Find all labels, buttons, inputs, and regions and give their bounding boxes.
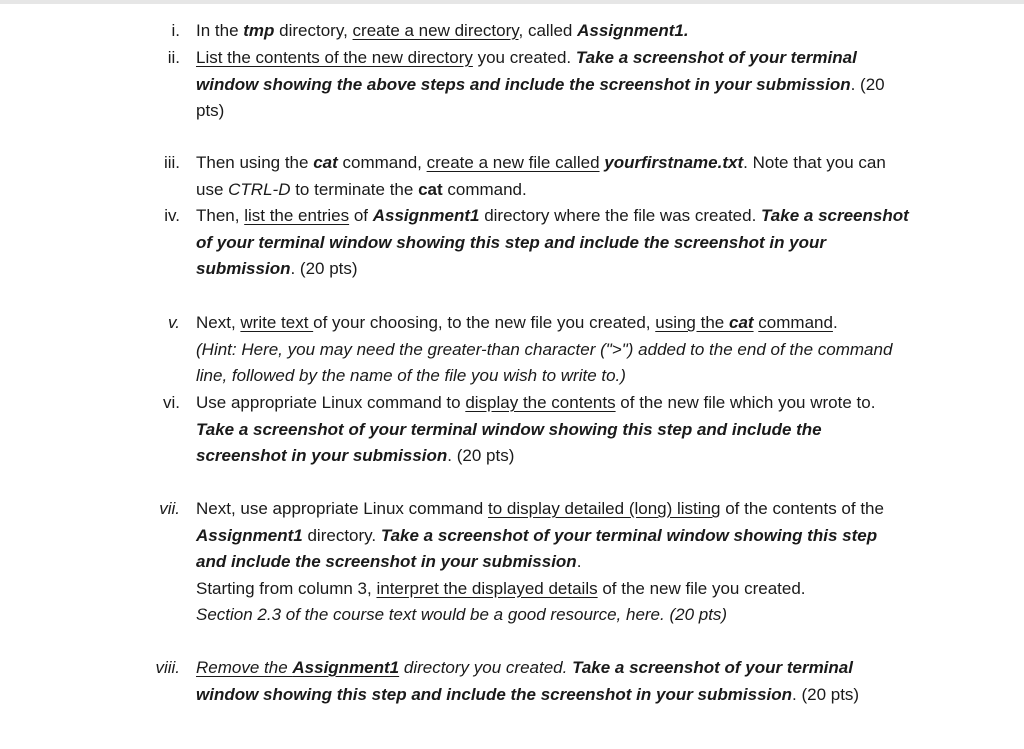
item-text [196,18,910,45]
list-item-vi [130,390,910,470]
text: Starting from column 3, [196,578,377,598]
list-item-vii [130,496,910,629]
item-text [196,390,910,470]
text: you created. [472,48,576,67]
item-number: iii. [163,153,180,172]
item-number: viii. [155,658,180,677]
text: Then, [196,206,245,225]
item-text [196,655,910,708]
file-name: yourfirstname.txt [604,153,744,172]
page-top-rule [0,0,1024,4]
text: directory, [274,21,353,40]
points-note: . (20 pts) [196,74,885,121]
underlined-phrase: display the contents [465,393,616,412]
underlined-phrase: create a new directory [352,21,519,40]
directory-name: Assignment1 [372,206,480,225]
underlined-phrase: command [758,313,833,332]
emphasis-instruction: Take a screenshot of your terminal window showing this step and include the screenshot in your submission [196,525,878,572]
text: of the new file you created. [597,578,806,598]
text: of the contents of the [720,499,884,518]
item-text [196,150,910,203]
resource-note: Section 2.3 of the course text would be a good resource, here. (20 pts) [196,605,728,625]
text: directory where the file was created. [479,206,762,225]
emphasis-instruction: Take a screenshot of your terminal window showing this step and include the screenshot in your submission [196,658,853,704]
text: Then using the [196,153,314,172]
item-number: ii. [167,48,180,67]
list-item-iii [130,150,910,203]
item-number: vii. [159,499,180,518]
text: . [576,552,582,572]
item-text [196,310,910,390]
list-item-viii [130,655,910,708]
tmp-term: tmp [243,21,275,40]
text: Use appropriate Linux command to [196,393,466,412]
ctrl-d-term: CTRL-D [228,179,291,199]
directory-name: Assignment1 [292,658,400,677]
text: Next, [196,313,241,332]
text: of your choosing, to the new file you created, [313,313,656,332]
text: . [832,313,838,332]
text: command. [442,179,527,199]
text: command, [337,153,427,172]
text: Next, use appropriate Linux command [196,499,488,518]
text: directory you created. [399,658,573,677]
underlined-phrase: using the [655,313,729,332]
item-text [196,496,910,629]
text: of the new file which you wrote to. [615,393,876,412]
points-note: . (20 pts) [447,446,515,466]
text: In the [196,21,244,40]
underlined-phrase: list the entries [244,206,350,225]
item-number: vi. [163,393,180,412]
underlined-phrase: write text [240,313,314,332]
item-text [196,45,910,125]
text: . Note that you can use [196,153,886,199]
cat-term: cat [728,313,754,332]
item-number: v. [168,313,180,332]
text: , called [518,21,578,40]
cat-term: cat [313,153,338,172]
item-text [196,203,910,283]
item-number: iv. [164,206,180,225]
item-number: i. [171,21,180,40]
text: directory. [302,525,381,545]
underlined-phrase: to display detailed (long) listing [488,499,721,518]
text: to terminate the [290,179,419,199]
cat-term: cat [418,179,443,199]
underlined-phrase: interpret the displayed details [376,578,598,598]
emphasis-instruction: Take a screenshot of your terminal window showing the above steps and include the screenshot in your submission [196,48,857,94]
directory-name: Assignment1 [196,525,303,545]
list-item-ii [130,45,910,125]
list-item-iv [130,203,910,283]
list-item-i [130,18,910,45]
points-note: . (20 pts) [792,684,860,704]
directory-name: Assignment1. [577,21,689,40]
text: of [349,206,373,225]
underlined-phrase: create a new file called [426,153,600,172]
emphasis-instruction: Take a screenshot of your terminal window showing this step and include the screenshot in your submission [196,419,822,466]
underlined-phrase: List the contents of the new directory [196,48,473,67]
underlined-phrase: Remove the [196,658,293,677]
points-note: . (20 pts) [290,259,358,279]
emphasis-instruction: Take a screenshot of your terminal window showing this step and include the screenshot in your submission [196,206,909,279]
hint-text: (Hint: Here, you may need the greater-than character (">") added to the end of the command line, followed by the name of the file you wish to write to.) [196,339,893,386]
list-item-v [130,310,910,390]
